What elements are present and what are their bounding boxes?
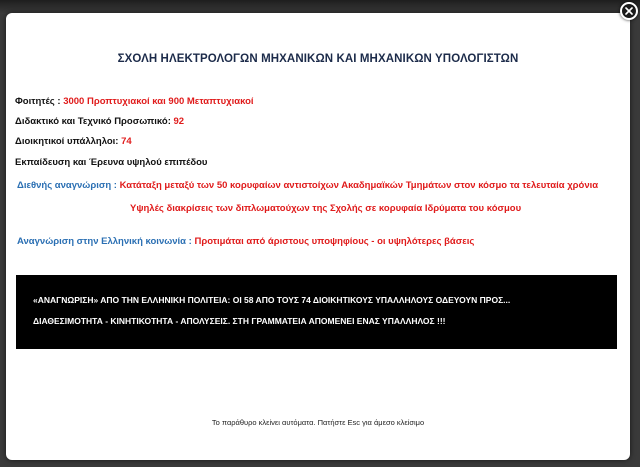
intl-recognition-row: [17, 180, 598, 191]
intl-recognition-label: Διεθνής αναγνώριση :: [17, 180, 120, 191]
students-row: [15, 96, 254, 107]
education-row: Εκπαίδευση και Έρευνα υψηλού επιπέδου: [15, 157, 208, 168]
notice-banner: [16, 275, 617, 349]
intl-recognition-value: Κατάταξη μεταξύ των 50 κορυφαίων αντιστοίχων Ακαδημαϊκών Τμημάτων στον κόσμο τα τελευταία χρόνια: [119, 180, 599, 191]
students-label: Φοιτητές :: [15, 96, 64, 107]
admin-value: 74: [121, 136, 132, 147]
close-button[interactable]: [620, 2, 638, 20]
intl-recognition-value-2: Υψηλές διακρίσεις των διπλωματούχων της Σχολής σε κορυφαία Ιδρύματα του κόσμου: [130, 203, 522, 214]
staff-value: 92: [173, 116, 185, 127]
greek-recognition-label: Αναγνώριση στην Ελληνική κοινωνία :: [17, 236, 195, 247]
notice-line-2: ΔΙΑΘΕΣΙΜΟΤΗΤΑ - ΚΙΝΗΤΙΚΟΤΗΤΑ - ΑΠΟΛΥΣΕΙΣ. ΣΤΗ ΓΡΑΜΜΑΤΕΙΑ ΑΠΟΜΕΝΕΙ ΕΝΑΣ ΥΠΑΛΛΗΛΟΣ !!!: [33, 316, 446, 326]
greek-recognition-row: [17, 236, 474, 247]
greek-recognition-value: Προτιμάται από άριστους υποψηφίους - οι υψηλότερες βάσεις: [194, 236, 475, 247]
notice-line-1: «ΑΝΑΓΝΩΡΙΣΗ» ΑΠΟ ΤΗΝ ΕΛΛΗΝΙΚΗ ΠΟΛΙΤΕΙΑ: ΟΙ 58 ΑΠΟ ΤΟΥΣ 74 ΔΙΟΙΚΗΤΙΚΟΥΣ ΥΠΑΛΛΗΛΟΥΣ ΟΔΕΥΟΥΝ ΠΡΟΣ...: [33, 295, 511, 305]
admin-label: Διοικητικοί υπάλληλοι:: [15, 136, 122, 147]
modal-dialog: [6, 13, 630, 460]
auto-close-hint: Το παράθυρο κλείνει αυτόματα. Πατήστε Esc για άμεσο κλείσιμο: [211, 418, 425, 427]
staff-label: Διδακτικό και Τεχνικό Προσωπικό:: [15, 116, 174, 127]
modal-title: ΣΧΟΛΗ ΗΛΕΚΤΡΟΛΟΓΩΝ ΜΗΧΑΝΙΚΩΝ ΚΑΙ ΜΗΧΑΝΙΚΩΝ ΥΠΟΛΟΓΙΣΤΩΝ: [117, 53, 519, 65]
page-backdrop: [0, 0, 640, 14]
admin-row: [15, 136, 132, 147]
close-icon: [625, 7, 633, 15]
students-value: 3000 Προπτυχιακοί και 900 Μεταπτυχιακοί: [63, 96, 254, 107]
staff-row: [15, 116, 184, 127]
